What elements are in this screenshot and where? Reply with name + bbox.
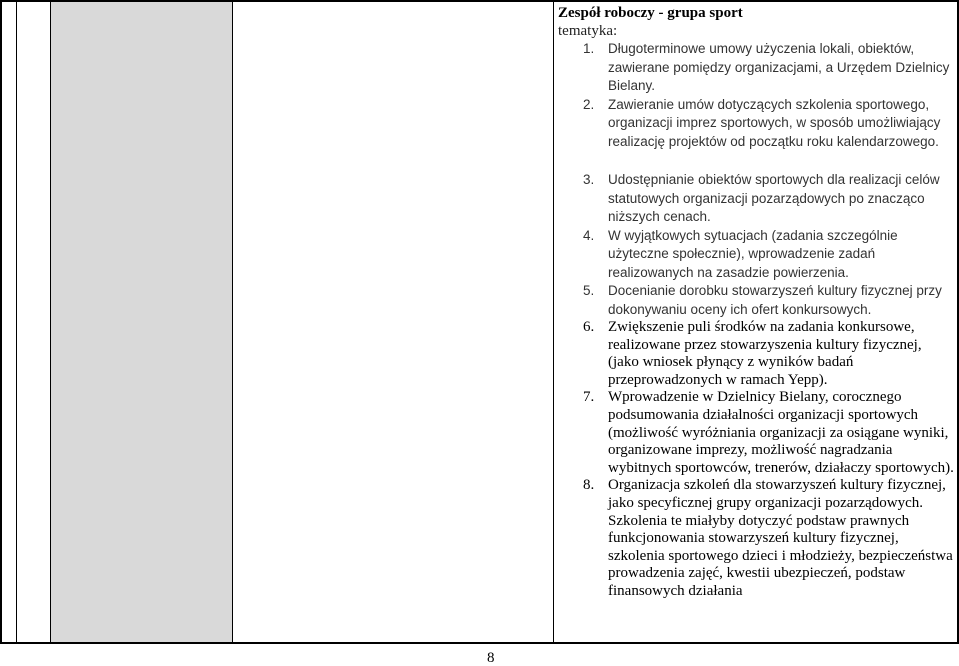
list-item-number: 6. <box>583 319 595 335</box>
list-item-number: 7. <box>583 389 595 406</box>
spacer <box>558 151 956 171</box>
shaded-column <box>51 2 232 644</box>
table-divider-3 <box>232 0 233 644</box>
content-cell <box>558 4 956 601</box>
list-item-text: Udostępnianie obiektów sportowych dla realizacji celów statutowych organizacji pozarządowych po znacząco niższych cenach. <box>608 172 940 224</box>
list-item-number: 8. <box>583 477 595 494</box>
list-item-text: Zwiększenie puli środków na zadania konkursowe, realizowane przez stowarzyszenia kultury fizycznej, (jako wniosek płynący z wyników badań przeprowadzonych w ramach Yepp). <box>608 319 922 388</box>
topic-list-b <box>558 171 956 601</box>
list-item <box>558 389 956 477</box>
table-divider-1 <box>16 0 17 644</box>
table-border-left <box>0 0 2 644</box>
list-item <box>558 477 956 600</box>
list-item-text: Docenianie dorobku stowarzyszeń kultury fizycznej przy dokonywaniu oceny ich ofert konkursowych. <box>608 283 942 317</box>
section-subtitle: tematyka: <box>558 23 618 39</box>
table-border-bottom <box>0 642 959 644</box>
list-item <box>558 96 956 152</box>
list-item-text: Wprowadzenie w Dzielnicy Bielany, corocznego podsumowania działalności organizacji sportowych (możliwość wyróżniania organizacji za osiągane wyniki, organizowane imprezy, możliwość nagradzania wybitnych sportowców, trenerów, działaczy sportowych). <box>608 389 954 476</box>
table-divider-4 <box>553 0 554 644</box>
table-border-top <box>0 0 959 2</box>
list-item-text: Organizacja szkoleń dla stowarzyszeń kultury fizycznej, jako specyficznej grupy organizacji pozarządowych. Szkolenia te miałyby dotyczyć podstaw prawnych funkcjonowania stowarzyszeń kultury fizycznej, szkolenia sportowego dzieci i młodzieży, bezpieczeństwa prowadzenia zajęć, kwestii ubezpieczeń, podstaw finansowych działania <box>608 477 953 599</box>
list-item-text: Długoterminowe umowy użyczenia lokali, obiektów, zawierane pomiędzy organizacjami, a Urzędem Dzielnicy Bielany. <box>608 41 950 93</box>
table-divider-2 <box>50 0 51 644</box>
topic-list-a <box>558 40 956 151</box>
list-item <box>558 40 956 96</box>
list-item-number: 2. <box>583 96 595 112</box>
list-item-text: W wyjątkowych sytuacjach (zadania szczególnie użyteczne społecznie), wprowadzenie zadań realizowanych na zasadzie powierzenia. <box>608 227 898 280</box>
list-item-number: 3. <box>583 172 595 187</box>
list-item <box>558 319 956 389</box>
list-item <box>558 282 956 319</box>
list-item <box>558 227 956 283</box>
list-item-text: Zawieranie umów dotyczących szkolenia sportowego, organizacji imprez sportowych, w sposób umożliwiający realizację projektów od początku roku kalendarzowego. <box>608 96 941 149</box>
list-item <box>558 171 956 227</box>
list-item-number: 1. <box>583 41 595 56</box>
list-item-number: 5. <box>583 283 595 298</box>
page-number: 8 <box>487 650 495 666</box>
list-item-number: 4. <box>583 227 595 243</box>
section-title: Zespół roboczy - grupa sport <box>558 5 743 21</box>
